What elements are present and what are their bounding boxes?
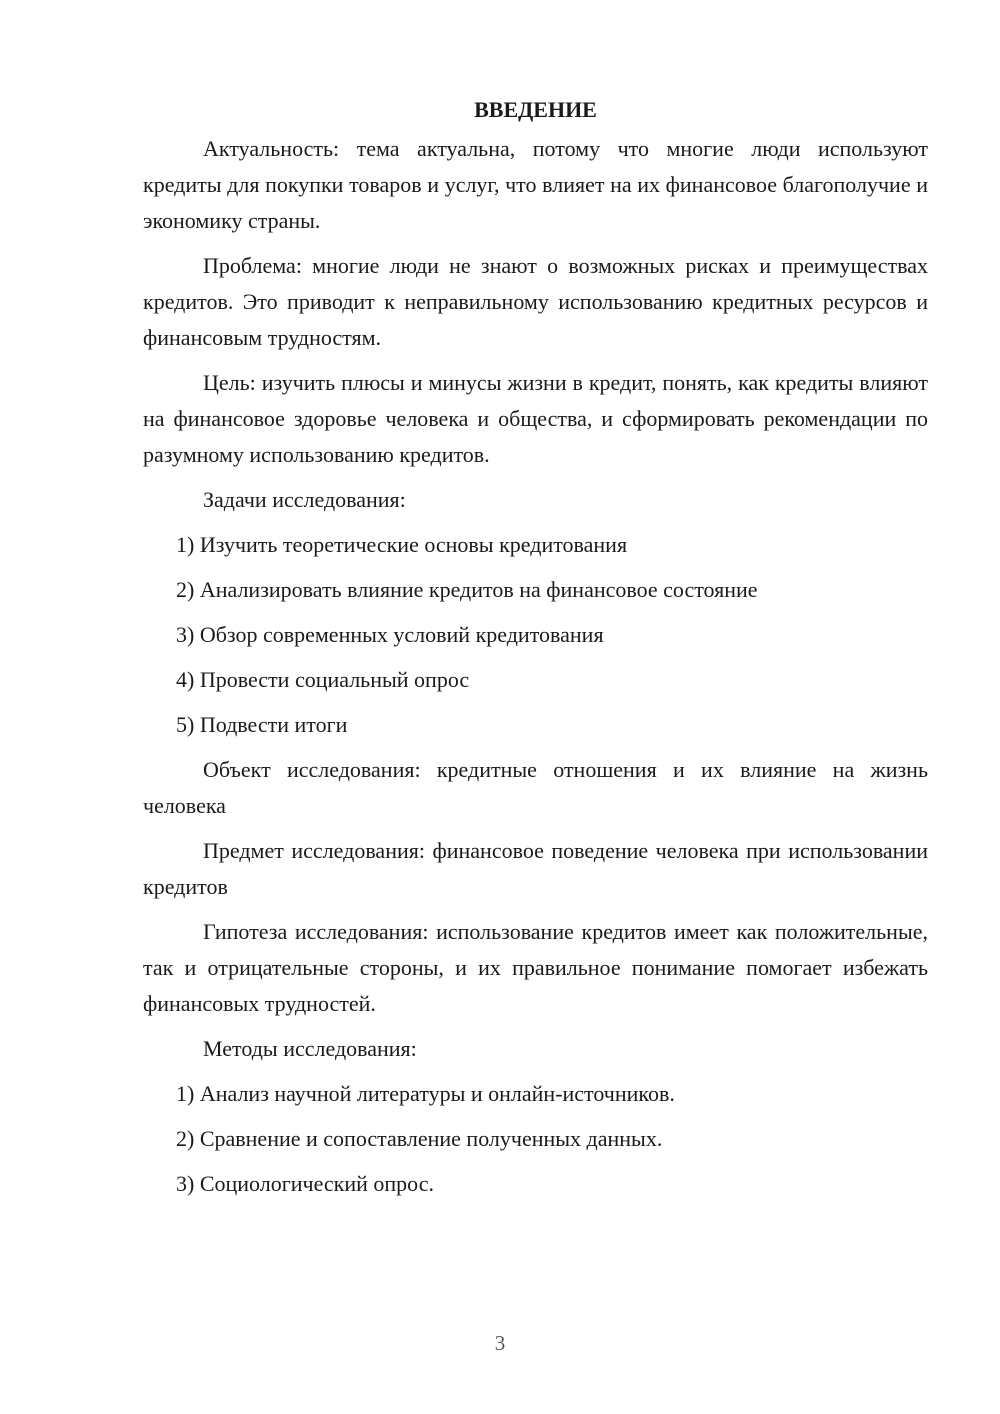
page-title: ВВЕДЕНИЕ (474, 97, 597, 122)
hypothesis-paragraph: Гипотеза исследования: использование кредитов имеет как положительные, так и отрицательные стороны, и их правильное понимание помогает избежать финансовых трудностей. (143, 919, 928, 1016)
goal-paragraph: Цель: изучить плюсы и минусы жизни в кредит, понять, как кредиты влияют на финансовое здоровье человека и общества, и сформировать рекомендации по разумному использованию кредитов. (143, 370, 928, 467)
page-number: 3 (494, 1331, 506, 1355)
tasks-heading: Задачи исследования: (203, 487, 406, 512)
list-item: 3) Социологический опрос. (176, 1171, 434, 1196)
problem-paragraph: Проблема: многие люди не знают о возможных рисках и преимуществах кредитов. Это приводит к неправильному использованию кредитных ресурсов и финансовым трудностям. (143, 253, 928, 350)
list-item: 2) Анализировать влияние кредитов на финансовое состояние (176, 577, 758, 602)
document-page (143, 92, 928, 1211)
list-item: 2) Сравнение и сопоставление полученных данных. (176, 1126, 663, 1151)
relevance-paragraph: Актуальность: тема актуальна, потому что многие люди используют кредиты для покупки товаров и услуг, что влияет на их финансовое благополучие и экономику страны. (143, 136, 928, 233)
list-item: 1) Изучить теоретические основы кредитования (176, 532, 628, 557)
methods-heading: Методы исследования: (203, 1036, 417, 1061)
list-item: 3) Обзор современных условий кредитования (176, 622, 604, 647)
subject-paragraph: Предмет исследования: финансовое поведение человека при использовании кредитов (143, 838, 928, 899)
list-item: 5) Подвести итоги (176, 712, 348, 737)
methods-list (143, 1076, 928, 1202)
list-item: 4) Провести социальный опрос (176, 667, 470, 692)
list-item: 1) Анализ научной литературы и онлайн-источников. (176, 1081, 675, 1106)
object-paragraph: Объект исследования: кредитные отношения и их влияние на жизнь человека (143, 757, 928, 818)
tasks-list (143, 527, 928, 743)
